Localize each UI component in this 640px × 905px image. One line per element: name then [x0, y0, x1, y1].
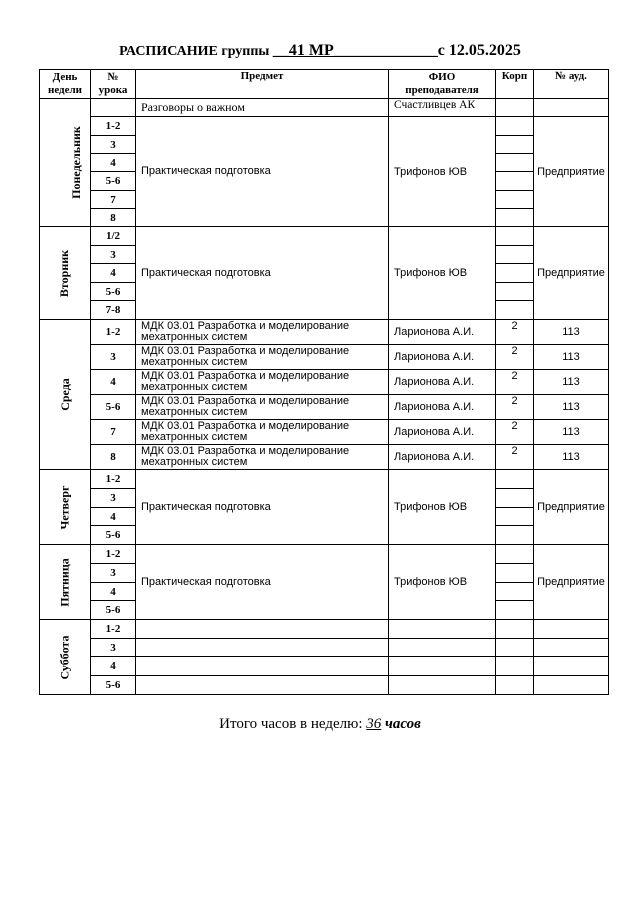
auditorium-cell: 113 — [534, 370, 609, 395]
teacher-cell: Трифонов ЮВ — [389, 227, 496, 320]
lesson-column-header: № урока — [91, 70, 136, 99]
table-row — [40, 639, 609, 657]
lesson-number: 3 — [91, 136, 136, 154]
subject-column-header: Предмет — [136, 70, 389, 99]
subject-cell: МДК 03.01 Разработка и моделирование мехатронных систем — [136, 445, 389, 470]
lesson-number: 3 — [91, 564, 136, 583]
subject-cell: МДК 03.01 Разработка и моделирование мехатронных систем — [136, 370, 389, 395]
lesson-number: 1-2 — [91, 545, 136, 564]
day-monday: Понедельник — [40, 99, 91, 227]
day-saturday: Суббота — [40, 620, 91, 695]
teacher-cell: Трифонов ЮВ — [389, 117, 496, 227]
korp-cell: 2 — [496, 345, 534, 370]
lesson-number: 4 — [91, 264, 136, 283]
teacher-cell: Ларионова А.И. — [389, 395, 496, 420]
subject-cell: Практическая подготовка — [136, 470, 389, 545]
korp-cell: 2 — [496, 445, 534, 470]
lesson-number: 7 — [91, 420, 136, 445]
lesson-number: 8 — [91, 209, 136, 227]
table-row — [40, 620, 609, 639]
weekly-hours-total — [0, 716, 640, 733]
day-tuesday: Вторник — [40, 227, 91, 320]
auditorium-cell: Предприятие — [534, 545, 609, 620]
lesson-number: 7 — [91, 191, 136, 209]
table-row — [40, 395, 609, 420]
auditorium-cell: 113 — [534, 420, 609, 445]
auditorium-cell: Предприятие — [534, 227, 609, 320]
lesson-number: 3 — [91, 246, 136, 264]
lesson-number: 3 — [91, 345, 136, 370]
group-number: __41 МР_____________ — [272, 42, 438, 59]
lesson-number: 1-2 — [91, 620, 136, 639]
lesson-number: 5-6 — [91, 601, 136, 620]
korp-cell: 2 — [496, 320, 534, 345]
teacher-cell: Ларионова А.И. — [389, 320, 496, 345]
teacher-cell: Трифонов ЮВ — [389, 545, 496, 620]
lesson-number: 5-6 — [91, 676, 136, 695]
table-row — [40, 470, 609, 489]
subject-cell: МДК 03.01 Разработка и моделирование мехатронных систем — [136, 345, 389, 370]
subject-cell: Практическая подготовка — [136, 545, 389, 620]
lesson-number: 1-2 — [91, 470, 136, 489]
lesson-number: 7-8 — [91, 301, 136, 320]
table-row — [40, 676, 609, 695]
lesson-number: 4 — [91, 370, 136, 395]
lesson-number: 4 — [91, 657, 136, 676]
table-row — [40, 99, 609, 117]
total-unit: часов — [381, 716, 421, 732]
day-wednesday: Среда — [40, 320, 91, 470]
auditorium-cell: 113 — [534, 320, 609, 345]
day-thursday: Четверг — [40, 470, 91, 545]
table-row — [40, 227, 609, 246]
korp-cell: 2 — [496, 420, 534, 445]
auditorium-cell: 113 — [534, 395, 609, 420]
lesson-number: 4 — [91, 583, 136, 601]
korp-cell: 2 — [496, 395, 534, 420]
lesson-number: 5-6 — [91, 283, 136, 301]
lesson-number: 8 — [91, 445, 136, 470]
table-header-row — [40, 70, 609, 99]
lesson-number: 5-6 — [91, 526, 136, 545]
schedule-title — [0, 42, 640, 60]
table-row — [40, 420, 609, 445]
table-row — [40, 370, 609, 395]
teacher-cell: Ларионова А.И. — [389, 345, 496, 370]
subject-cell: Практическая подготовка — [136, 227, 389, 320]
lesson-number: 3 — [91, 489, 136, 508]
korp-column-header: Корп — [496, 70, 534, 99]
auditorium-cell: 113 — [534, 345, 609, 370]
teacher-cell: Счастливцев АК — [389, 99, 496, 117]
table-row — [40, 117, 609, 136]
lesson-number: 3 — [91, 639, 136, 657]
teacher-cell: Ларионова А.И. — [389, 420, 496, 445]
table-row — [40, 445, 609, 470]
subject-cell: МДК 03.01 Разработка и моделирование мехатронных систем — [136, 395, 389, 420]
auditorium-cell: 113 — [534, 445, 609, 470]
table-row — [40, 345, 609, 370]
table-row — [40, 545, 609, 564]
subject-cell: МДК 03.01 Разработка и моделирование мехатронных систем — [136, 420, 389, 445]
aud-column-header: № ауд. — [534, 70, 609, 99]
schedule-table — [39, 69, 609, 695]
teacher-cell: Трифонов ЮВ — [389, 470, 496, 545]
korp-cell: 2 — [496, 370, 534, 395]
teacher-cell: Ларионова А.И. — [389, 445, 496, 470]
subject-cell: Разговоры о важном — [136, 99, 389, 117]
teacher-column-header: ФИО преподавателя — [389, 70, 496, 99]
schedule-date: с 12.05.2025 — [437, 42, 521, 59]
day-column-header: День недели — [40, 70, 91, 99]
auditorium-cell: Предприятие — [534, 470, 609, 545]
lesson-number: 5-6 — [91, 395, 136, 420]
day-friday: Пятница — [40, 545, 91, 620]
lesson-number: 4 — [91, 508, 136, 526]
auditorium-cell: Предприятие — [534, 117, 609, 227]
lesson-number: 1-2 — [91, 320, 136, 345]
table-row — [40, 657, 609, 676]
lesson-number: 1-2 — [91, 117, 136, 136]
title-prefix: РАСПИСАНИЕ группы — [119, 44, 273, 59]
teacher-cell: Ларионова А.И. — [389, 370, 496, 395]
lesson-number: 4 — [91, 154, 136, 172]
table-row — [40, 320, 609, 345]
total-label: Итого часов в неделю: — [219, 716, 367, 732]
lesson-number: 5-6 — [91, 172, 136, 191]
lesson-number: 1/2 — [91, 227, 136, 246]
subject-cell: Практическая подготовка — [136, 117, 389, 227]
subject-cell: МДК 03.01 Разработка и моделирование мехатронных систем — [136, 320, 389, 345]
total-hours: 36 — [366, 716, 382, 732]
